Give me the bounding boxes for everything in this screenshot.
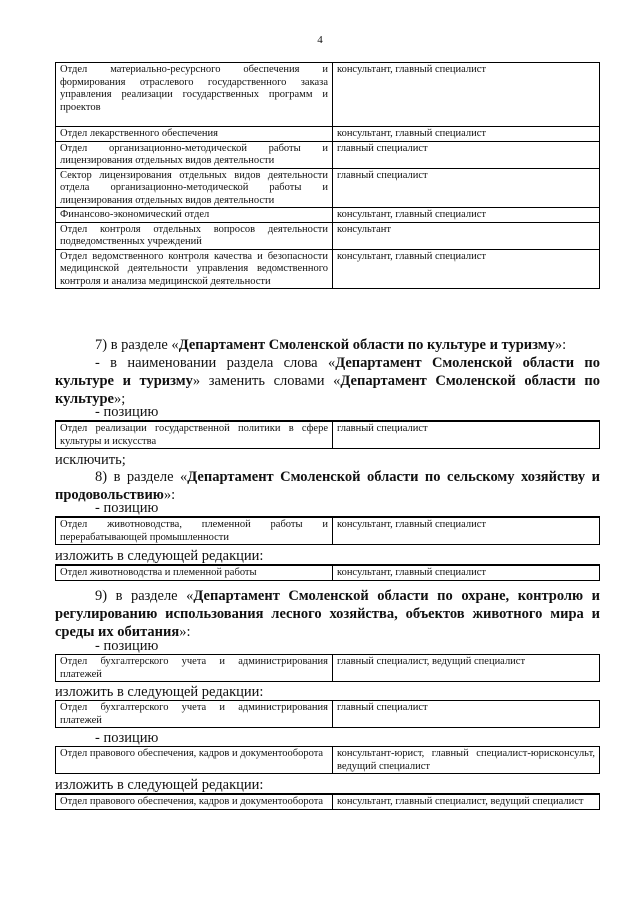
- table-cell-position: консультант, главный специалист: [333, 518, 600, 545]
- table-cell-department: Отдел контроля отдельных вопросов деятельности подведомственных учреждений: [56, 222, 333, 249]
- forestry-legal-old-table: [55, 746, 600, 774]
- restate-label: изложить в следующей редакции:: [55, 684, 600, 701]
- position-label: - позицию: [55, 500, 600, 517]
- table-row: [56, 518, 600, 545]
- table-cell-department: Отдел реализации государственной политики в сфере культуры и искусства: [56, 422, 333, 449]
- table-row: [56, 208, 600, 223]
- table-row: [56, 141, 600, 168]
- table-cell-position: консультант, главный специалист: [333, 249, 600, 289]
- table-row: [56, 566, 600, 581]
- table-row: [56, 795, 600, 810]
- table-cell-position: консультант: [333, 222, 600, 249]
- table-row: [56, 422, 600, 449]
- forestry-accounting-old-table: [55, 654, 600, 682]
- table-cell-position: консультант, главный специалист: [333, 63, 600, 127]
- exclude-label: исключить;: [55, 452, 126, 468]
- item-7-heading: 7) в разделе «Департамент Смоленской области по культуре и туризму»:: [95, 337, 567, 353]
- table-cell-department: Финансово-экономический отдел: [56, 208, 333, 223]
- table-cell-position: консультант-юрист, главный специалист-юрисконсульт, ведущий специалист: [333, 747, 600, 774]
- table-cell-position: консультант, главный специалист: [333, 566, 600, 581]
- table-row: [56, 701, 600, 728]
- table-cell-department: Отдел животноводства, племенной работы и перерабатывающей промышленности: [56, 518, 333, 545]
- forestry-accounting-new-table: [55, 700, 600, 728]
- forestry-legal-new-table: [55, 794, 600, 810]
- item-9-heading: 9) в разделе «Департамент Смоленской области по охране, контролю и регулированию использования лесного хозяйства, объектов животного мира и среды их обитания»:: [55, 588, 601, 640]
- table-cell-department: Отдел ведомственного контроля качества и безопасности медицинской деятельности управления ведомственного контроля и анализа медицинской деятельности: [56, 249, 333, 289]
- table-cell-department: Отдел лекарственного обеспечения: [56, 127, 333, 142]
- table-cell-position: консультант, главный специалист, ведущий специалист: [333, 795, 600, 810]
- table-row: [56, 747, 600, 774]
- departments-table: [55, 62, 600, 289]
- restate-label: изложить в следующей редакции:: [55, 548, 600, 565]
- table-row: [56, 655, 600, 682]
- table-cell-position: консультант, главный специалист: [333, 208, 600, 223]
- table-cell-position: главный специалист: [333, 422, 600, 449]
- table-cell-position: главный специалист: [333, 701, 600, 728]
- table-cell-department: Отдел бухгалтерского учета и администрирования платежей: [56, 701, 333, 728]
- table-cell-department: Отдел животноводства и племенной работы: [56, 566, 333, 581]
- position-label: - позицию: [55, 638, 600, 655]
- section-name: Департамент Смоленской области по сельскому хозяйству и продовольствию: [55, 469, 600, 503]
- table-row: [56, 63, 600, 127]
- table-cell-department: Сектор лицензирования отдельных видов деятельности отдела организационно-методической работы и лицензирования отдельных видов деятельности: [56, 168, 333, 208]
- section-name: Департамент Смоленской области по культуре и туризму: [178, 337, 555, 353]
- table-cell-department: Отдел правового обеспечения, кадров и документооборота: [56, 747, 333, 774]
- table-row: [56, 168, 600, 208]
- table-cell-department: Отдел организационно-методической работы и лицензирования отдельных видов деятельности: [56, 141, 333, 168]
- page-number: 4: [317, 34, 323, 46]
- table-cell-position: консультант, главный специалист: [333, 127, 600, 142]
- table-cell-department: Отдел правового обеспечения, кадров и документооборота: [56, 795, 333, 810]
- position-label: - позицию: [55, 730, 600, 747]
- agriculture-old-table: [55, 517, 600, 545]
- section-name: Департамент Смоленской области по охране, контролю и регулированию использования лесного хозяйства, объектов животного мира и среды их обитания: [55, 588, 601, 640]
- table-cell-position: главный специалист, ведущий специалист: [333, 655, 600, 682]
- table-cell-department: Отдел материально-ресурсного обеспечения и формирования отраслевого государственного заказа управления реализации государственных программ и проектов: [56, 63, 333, 127]
- restate-label: изложить в следующей редакции:: [55, 777, 600, 794]
- table-cell-position: главный специалист: [333, 168, 600, 208]
- position-label: - позицию: [55, 404, 600, 421]
- table-cell-position: главный специалист: [333, 141, 600, 168]
- table-row: [56, 127, 600, 142]
- item-7-rename-instruction: - в наименовании раздела слова «Департамент Смоленской области по культуре и туризму» заменить словами «Департамент Смоленской области по культуре»;: [55, 355, 600, 407]
- table-row: [56, 222, 600, 249]
- agriculture-new-table: [55, 565, 600, 581]
- table-cell-department: Отдел бухгалтерского учета и администрирования платежей: [56, 655, 333, 682]
- table-row: [56, 249, 600, 289]
- item-8-heading: 8) в разделе «Департамент Смоленской области по сельскому хозяйству и продовольствию»:: [55, 469, 600, 503]
- culture-old-table: [55, 421, 600, 449]
